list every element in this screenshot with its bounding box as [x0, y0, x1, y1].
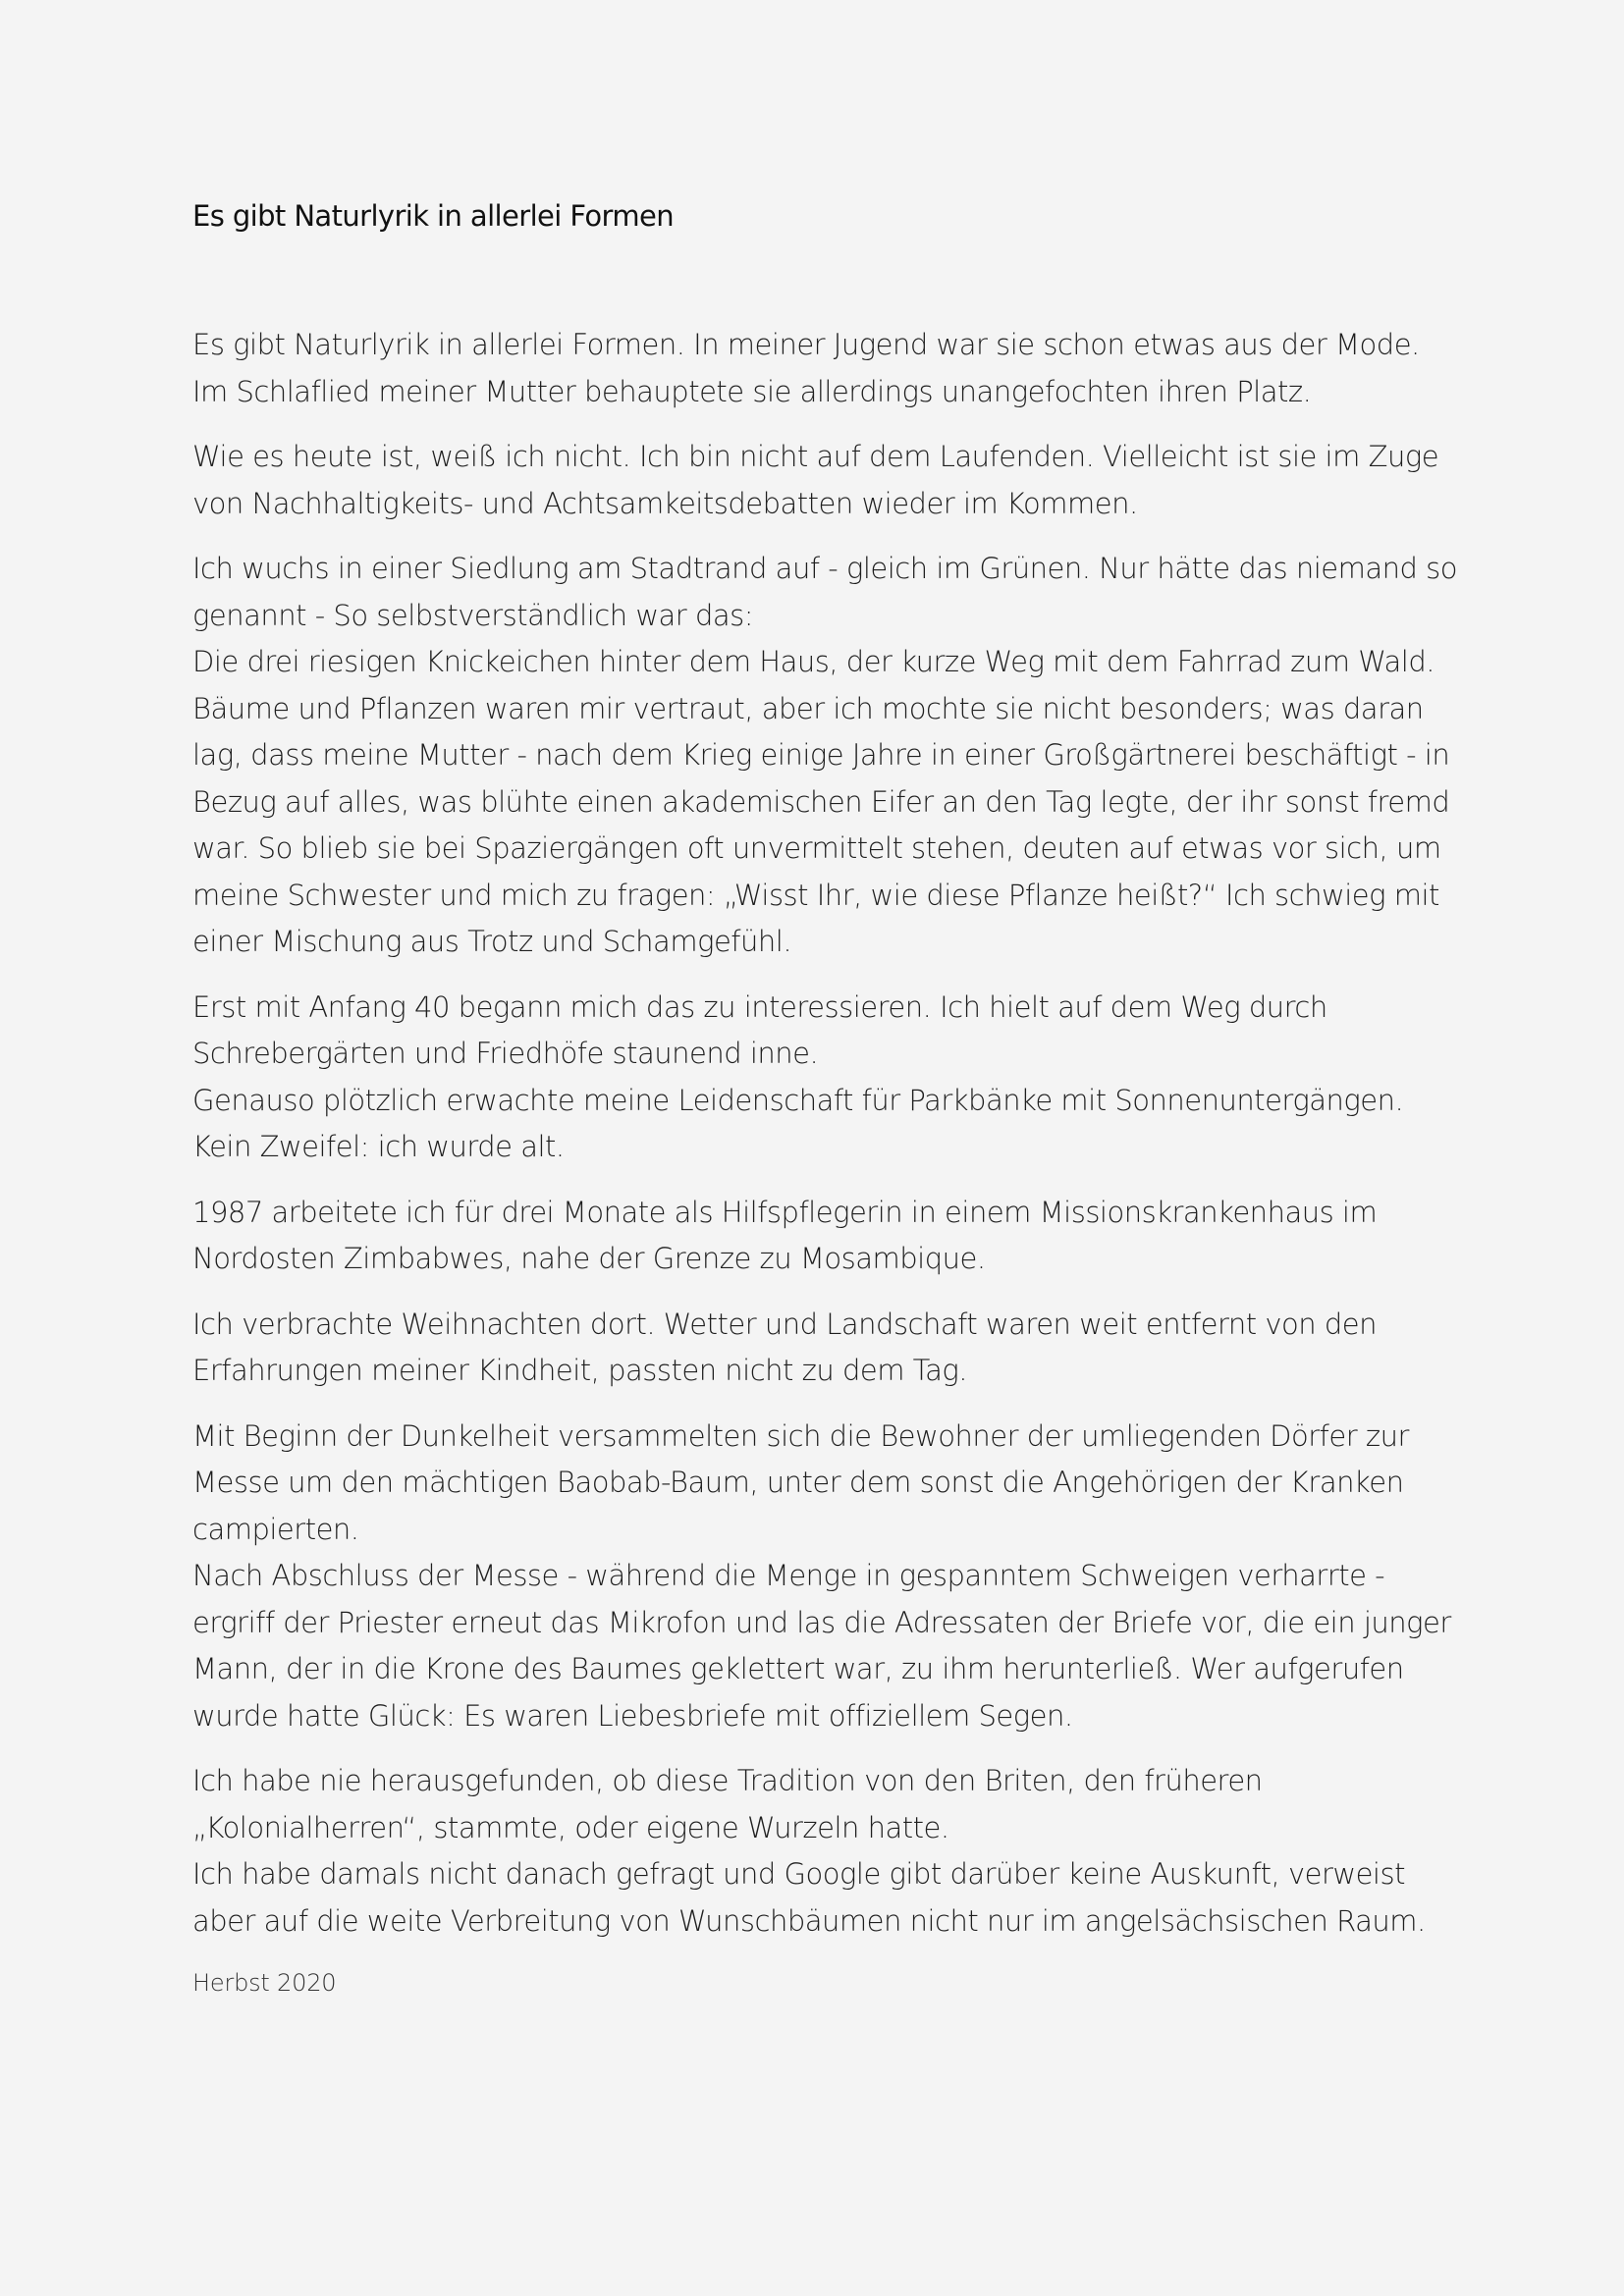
text-line: Ich habe nie herausgefunden, ob diese Tradition von den Briten, den früheren: [192, 1764, 1263, 1797]
text-line: Die drei riesigen Knickeichen hinter dem Haus, der kurze Weg mit dem Fahrrad zum Wald.: [192, 645, 1435, 678]
text-line: Kein Zweifel: ich wurde alt.: [192, 1130, 565, 1163]
text-line: genannt - So selbstverständlich war das:: [192, 598, 754, 632]
text-line: war. So blieb sie bei Spaziergängen oft unvermittelt stehen, deuten auf etwas vor sich, um: [192, 831, 1441, 865]
text-line: Mann, der in die Krone des Baumes geklettert war, zu ihm herunterließ. Wer aufgerufen: [192, 1652, 1404, 1685]
paragraph: [192, 985, 1459, 1171]
text-line: Nordosten Zimbabwes, nahe der Grenze zu Mosambique.: [192, 1242, 986, 1275]
text-line: aber auf die weite Verbreitung von Wunschbäumen nicht nur im angelsächsischen Raum.: [192, 1903, 1426, 1938]
paragraph: [192, 1758, 1459, 1945]
text-line: Mit Beginn der Dunkelheit versammelten sich die Bewohner der umliegenden Dörfer zur: [192, 1418, 1409, 1453]
text-line: Bäume und Pflanzen waren mir vertraut, aber ich mochte sie nicht besonders; was daran: [192, 691, 1424, 725]
paragraph: [192, 1190, 1459, 1283]
text-line: Genauso plötzlich erwachte meine Leidenschaft für Parkbänke mit Sonnenuntergängen.: [192, 1083, 1404, 1117]
text-line: Bezug auf alles, was blühte einen akademischen Eifer an den Tag legte, der ihr sonst fremd: [192, 784, 1450, 819]
text-line: Ich habe damals nicht danach gefragt und Google gibt darüber keine Auskunft, verweist: [192, 1857, 1405, 1891]
paragraph: [192, 1302, 1459, 1395]
text-line: Es gibt Naturlyrik in allerlei Formen. In meiner Jugend war sie schon etwas aus der Mode.: [192, 328, 1420, 361]
paragraph: [192, 546, 1459, 966]
paragraph: [192, 434, 1459, 527]
paragraph: [192, 322, 1459, 415]
text-line: „Kolonialherren“, stammte, oder eigene Wurzeln hatte.: [192, 1810, 949, 1844]
text-line: ergriff der Priester erneut das Mikrofon und las die Adressaten der Briefe vor, die ein junger: [192, 1605, 1451, 1639]
text-line: Im Schlaflied meiner Mutter behauptete sie allerdings unangefochten ihren Platz.: [192, 374, 1312, 408]
text-line: meine Schwester und mich zu fragen: „Wisst Ihr, wie diese Pflanze heißt?“ Ich schwieg mit: [192, 878, 1439, 912]
document-page: [192, 192, 1459, 2002]
text-line: von Nachhaltigkeits- und Achtsamkeitsdebatten wieder im Kommen.: [192, 486, 1138, 520]
text-line: lag, dass meine Mutter - nach dem Krieg einige Jahre in einer Großgärtnerei beschäftigt - in: [192, 738, 1450, 772]
text-line: Ich verbrachte Weihnachten dort. Wetter und Landschaft waren weit entfernt von den: [192, 1307, 1378, 1341]
signoff-date: Herbst 2020: [192, 1969, 337, 1997]
paragraph: [192, 1414, 1459, 1740]
text-line: wurde hatte Glück: Es waren Liebesbriefe mit offiziellem Segen.: [192, 1698, 1073, 1733]
text-line: Wie es heute ist, weiß ich nicht. Ich bin nicht auf dem Laufenden. Vielleicht ist sie im Zuge: [192, 440, 1439, 473]
text-line: campierten.: [192, 1512, 359, 1546]
text-line: 1987 arbeitete ich für drei Monate als Hilfspflegerin in einem Missionskrankenhaus im: [192, 1195, 1378, 1229]
document-body: [192, 322, 1459, 2002]
text-line: einer Mischung aus Trotz und Schamgefühl.: [192, 925, 792, 958]
text-line: Ich wuchs in einer Siedlung am Stadtrand auf - gleich im Grünen. Nur hätte das niemand so: [192, 552, 1458, 585]
text-line: Erst mit Anfang 40 begann mich das zu interessieren. Ich hielt auf dem Weg durch: [192, 989, 1327, 1024]
document-title: Es gibt Naturlyrik in allerlei Formen: [192, 199, 675, 233]
text-line: Schrebergärten und Friedhöfe staunend inne.: [192, 1037, 819, 1070]
text-line: Erfahrungen meiner Kindheit, passten nicht zu dem Tag.: [192, 1354, 967, 1387]
text-line: Messe um den mächtigen Baobab-Baum, unter dem sonst die Angehörigen der Kranken: [192, 1466, 1404, 1499]
text-line: Nach Abschluss der Messe - während die Menge in gespanntem Schweigen verharrte -: [192, 1559, 1385, 1592]
